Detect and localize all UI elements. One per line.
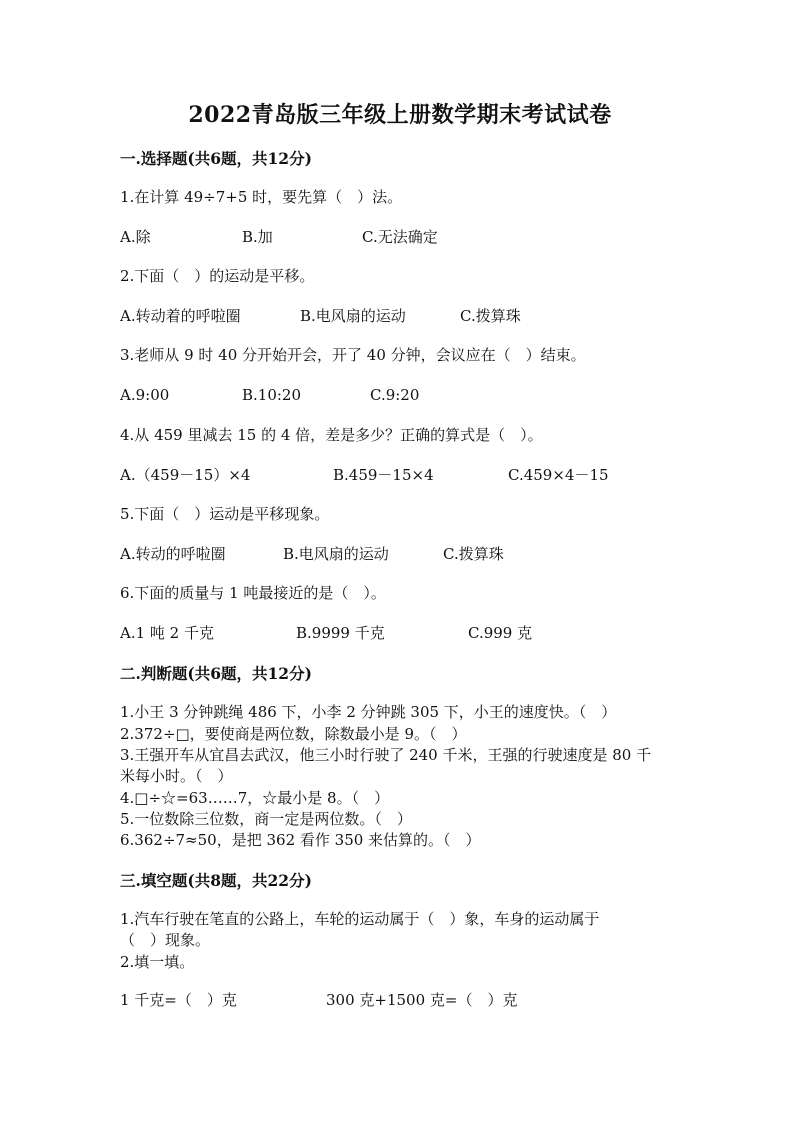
judge-item-1: 1.小王 3 分钟跳绳 486 下，小李 2 分钟跳 305 下，小王的速度快。（ ） [120, 703, 617, 721]
q3-option-a: A.9:00 [120, 386, 170, 404]
judge-item-6: 6.362÷7≈50，是把 362 看作 350 来估算的。（ ） [120, 831, 481, 849]
q4-option-a: A.（459－15）×4 [120, 466, 251, 484]
q3-option-c: C.9:20 [370, 386, 420, 404]
fill-item-2: 2.填一填。 [120, 953, 195, 971]
judge-item-4: 4.□÷☆=63……7，☆最小是 8。（ ） [120, 789, 390, 807]
q2-option-c: C.拨算珠 [460, 307, 521, 325]
page-title: 2022青岛版三年级上册数学期末考试试卷 [188, 102, 612, 128]
question-5: 5.下面（ ）运动是平移现象。 [120, 505, 330, 523]
q3-option-b: B.10:20 [242, 386, 302, 404]
q5-option-b: B.电风扇的运动 [283, 545, 389, 563]
q4-option-c: C.459×4－15 [508, 466, 609, 484]
question-3: 3.老师从 9 时 40 分开始开会，开了 40 分钟，会议应在（ ）结束。 [120, 346, 586, 364]
fill-item-1: 1.汽车行驶在笔直的公路上，车轮的运动属于（ ）象，车身的运动属于 [120, 910, 600, 928]
fill-blank-2: 300 克+1500 克=（ ）克 [326, 991, 518, 1009]
question-1: 1.在计算 49÷7+5 时，要先算（ ）法。 [120, 188, 403, 206]
q4-option-b: B.459－15×4 [333, 466, 434, 484]
question-6: 6.下面的质量与 1 吨最接近的是（ ）。 [120, 584, 386, 602]
question-4: 4.从 459 里减去 15 的 4 倍，差是多少？正确的算式是（ ）。 [120, 426, 543, 444]
section-heading-judge: 二.判断题(共6题，共12分) [120, 664, 312, 683]
q6-option-c: C.999 克 [468, 624, 533, 642]
question-2: 2.下面（ ）的运动是平移。 [120, 267, 315, 285]
q5-option-c: C.拨算珠 [443, 545, 504, 563]
q1-option-b: B.加 [242, 228, 273, 246]
q2-option-b: B.电风扇的运动 [300, 307, 406, 325]
judge-item-5: 5.一位数除三位数，商一定是两位数。（ ） [120, 810, 412, 828]
judge-item-2: 2.372÷□，要使商是两位数，除数最小是 9。（ ） [120, 725, 467, 743]
q1-option-c: C.无法确定 [362, 228, 438, 246]
q5-option-a: A.转动的呼啦圈 [120, 545, 226, 563]
judge-item-3-cont: 米每小时。（ ） [120, 767, 233, 785]
section-heading-choice: 一.选择题(共6题，共12分) [120, 149, 312, 168]
judge-item-3: 3.王强开车从宜昌去武汉，他三小时行驶了 240 千米，王强的行驶速度是 80 千 [120, 746, 652, 764]
q6-option-b: B.9999 千克 [296, 624, 385, 642]
fill-blank-1: 1 千克=（ ）克 [120, 991, 237, 1009]
q2-option-a: A.转动着的呼啦圈 [120, 307, 241, 325]
q6-option-a: A.1 吨 2 千克 [120, 624, 214, 642]
fill-item-1-cont: （ ）现象。 [120, 931, 211, 949]
section-heading-fill: 三.填空题(共8题，共22分) [120, 871, 312, 890]
q1-option-a: A.除 [120, 228, 151, 246]
